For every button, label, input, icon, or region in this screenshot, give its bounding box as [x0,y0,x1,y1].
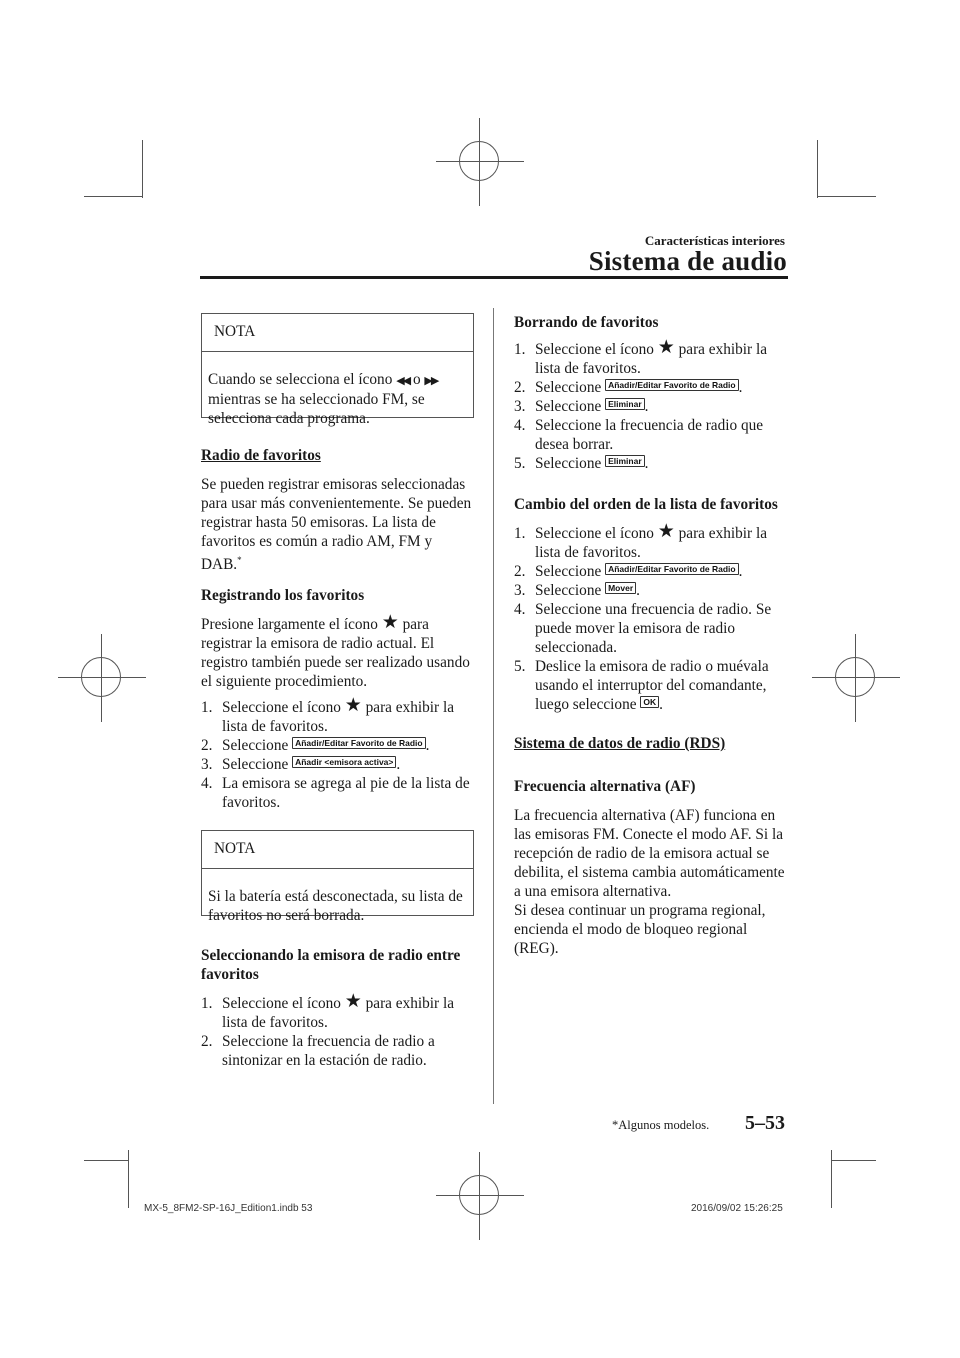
button-icon: Añadir <emisora activa> [292,756,396,768]
paragraph-af: La frecuencia alternativa (AF) funciona en las emisoras FM. Conecte el modo AF. Si la recepción de radio de la emisora actual se debilita, el sistema cambia automáticamente a una emisora alternativa. [514,807,785,900]
registration-mark-bottom [436,1152,524,1240]
section-title: Características interiores [644,233,785,248]
list-item: 2. Seleccione la frecuencia de radio a sintonizar en la estación de radio. [201,1033,435,1070]
heading-registrando: Registrando los favoritos [201,587,365,605]
list-item: 3. Seleccione Añadir <emisora activa> . [201,756,401,774]
star-icon: ★ [657,521,675,542]
button-icon: Añadir/Editar Favorito de Radio [292,737,426,749]
list-seleccionando [201,991,474,1070]
paragraph-registrando: Presione largamente el ícono ★ para registrar la emisora de radio actual. El registro también puede ser realizado usando el siguiente procedimiento. [201,612,470,691]
skip-previous-icon: ◀◀ [396,374,410,387]
star-icon: ★ [657,337,675,358]
page-title: Sistema de audio [588,246,787,276]
file-slug: MX-5_8FM2-SP-16J_Edition1.indb 53 [144,1203,313,1214]
note-title: NOTA [202,839,473,869]
heading-af: Frecuencia alternativa (AF) [514,778,696,795]
button-icon: Añadir/Editar Favorito de Radio [605,379,739,391]
list-item: 4. Seleccione una frecuencia de radio. Se puede mover la emisora de radio seleccionada. [514,601,772,656]
button-icon: Eliminar [605,398,645,410]
list-item: 1. Seleccione el ícono ★ para exhibir la lista de favoritos. [201,695,454,736]
list-item: 3. Seleccione Eliminar . [514,398,649,415]
note-text: Si la batería está desconectada, su lista de favoritos no será borrada. [208,888,463,925]
note-box [201,313,474,427]
list-item: 2. Seleccione Añadir/Editar Favorito de Radio . [514,379,743,396]
heading-seleccionando: Seleccionando la emisora de radio entre favoritos [201,947,461,984]
list-registrando [201,695,474,812]
list-item: 4. Seleccione la frecuencia de radio que desea borrar. [514,417,764,453]
list-item: 4. La emisora se agrega al pie de la lista de favoritos. [201,775,470,812]
skip-next-icon: ▶▶ [424,374,438,387]
button-icon: Añadir/Editar Favorito de Radio [605,563,739,575]
left-column [201,313,474,1070]
registration-mark-right [812,634,900,722]
button-icon: Eliminar [605,455,645,467]
right-column [514,313,789,958]
note-box [201,830,474,925]
heading-cambio-orden: Cambio del orden de la lista de favoritos [514,496,778,513]
button-icon: OK [640,696,659,708]
star-icon: ★ [344,695,362,717]
column-divider [493,308,494,1104]
list-item: 2. Seleccione Añadir/Editar Favorito de Radio . [514,563,743,580]
paragraph-af-2: Si desea continuar un programa regional, encienda el modo de bloqueo regional (REG). [514,902,766,957]
heading-radio-favoritos: Radio de favoritos [201,447,321,464]
footnote: *Algunos modelos. [612,1118,710,1132]
registration-mark-top [436,118,524,206]
note-title: NOTA [202,322,473,352]
date-slug: 2016/09/02 15:26:25 [691,1203,783,1214]
heading-borrando: Borrando de favoritos [514,314,659,331]
list-cambio-orden [514,521,789,714]
list-item: 3. Seleccione Mover . [514,582,640,599]
star-icon: ★ [344,991,362,1013]
list-item: 5. Deslice la emisora de radio o muévala usando el interruptor del comandante, luego seleccione OK . [514,658,769,713]
header-rule [200,276,788,279]
list-item: 1. Seleccione el ícono ★ para exhibir la lista de favoritos. [514,521,767,561]
list-item: 1. Seleccione el ícono ★ para exhibir la lista de favoritos. [201,991,454,1032]
star-icon: ★ [381,612,399,634]
list-item: 2. Seleccione Añadir/Editar Favorito de Radio . [201,737,430,755]
button-icon: Mover [605,582,636,594]
list-borrando [514,337,789,473]
heading-rds: Sistema de datos de radio (RDS) [514,735,726,752]
note-text: Cuando se selecciona el ícono ◀◀ o ▶▶ mientras se ha seleccionado FM, se selecciona cada programa. [208,371,438,427]
page-number: 5–53 [745,1112,785,1134]
paragraph-radio-favoritos: Se pueden registrar emisoras seleccionadas para usar más convenientemente. Se pueden registrar hasta 50 emisoras. La lista de favoritos es común a radio AM, FM y DAB.* [201,476,472,574]
list-item: 1. Seleccione el ícono ★ para exhibir la lista de favoritos. [514,337,767,377]
registration-mark-left [58,634,146,722]
list-item: 5. Seleccione Eliminar . [514,455,649,472]
